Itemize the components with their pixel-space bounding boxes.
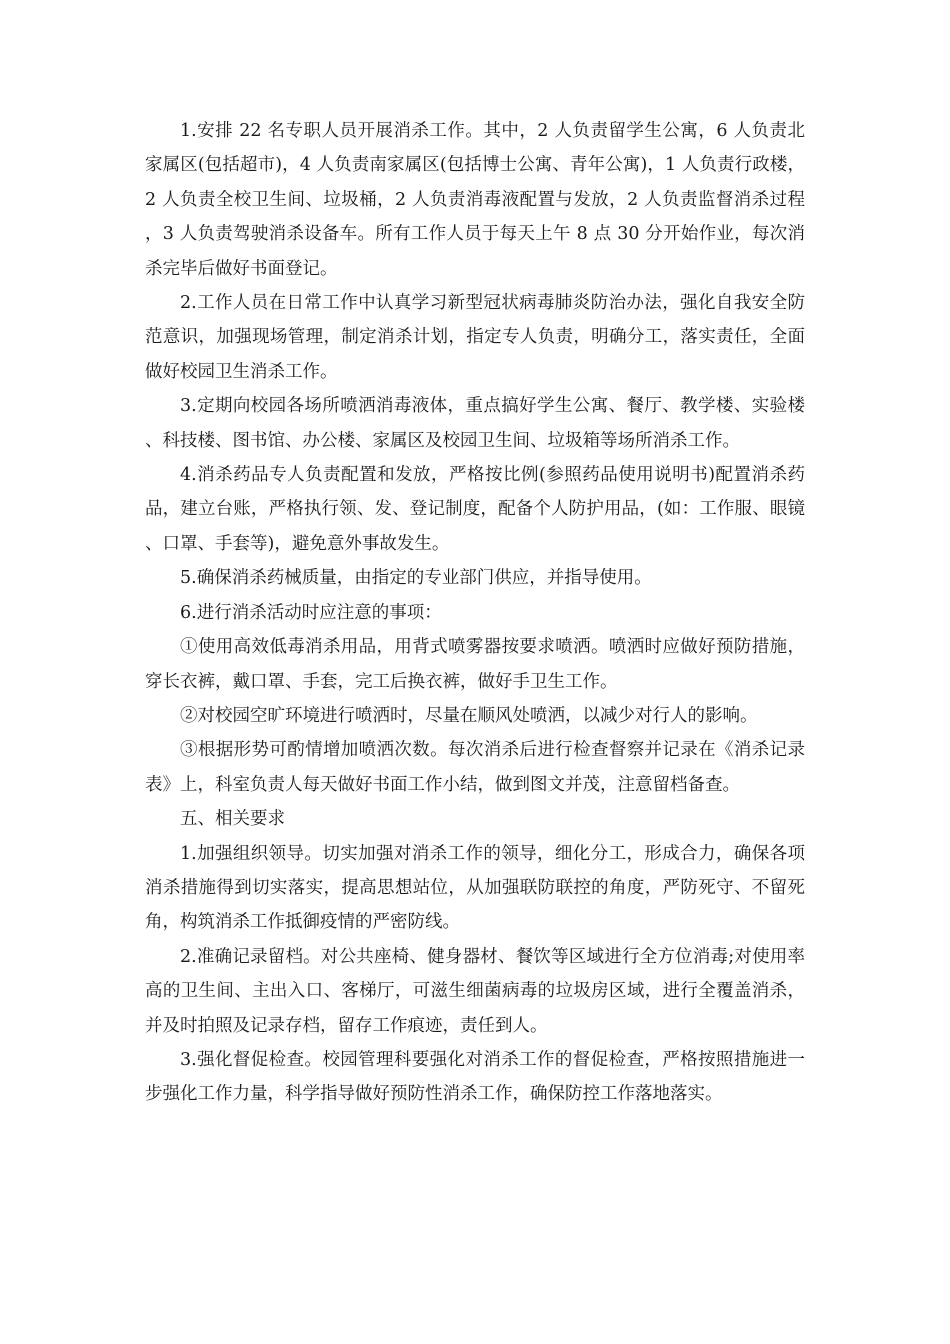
paragraph-training: 2.工作人员在日常工作中认真学习新型冠状病毒肺炎防治办法，强化自我安全防范意识，加强现场管理，制定消杀计划，指定专人负责，明确分工，落实责任，全面做好校园卫生消杀工作。 xyxy=(145,293,805,382)
paragraph-staffing: 1.安排 22 名专职人员开展消杀工作。其中，2 人负责留学生公寓，6 人负责北家属区(包括超市)，4 人负责南家属区(包括博士公寓、青年公寓)，1 人负责行政楼，2 人负责全校卫生间、垃圾桶，2 人负责消毒液配置与发放，2 人负责监督消杀过程，3 人负责驾驶消杀设备车。所有工作人员于每天上午 8 点 30 分开始作业，每次消杀完毕后做好书面登记。 xyxy=(145,121,805,279)
paragraph-chemicals: 4.消杀药品专人负责配置和发放，严格按比例(参照药品使用说明书)配置消杀药品，建立台账，严格执行领、发、登记制度，配备个人防护用品，(如：工作服、眼镜、口罩、手套等)，避免意外事故发生。 xyxy=(145,465,805,554)
document-body xyxy=(145,114,805,1112)
paragraph-requirement-leadership: 1.加强组织领导。切实加强对消杀工作的领导，细化分工，形成合力，确保各项消杀措施得到切实落实，提高思想站位，从加强联防联控的角度，严防死守、不留死角，构筑消杀工作抵御疫情的严密防线。 xyxy=(145,843,805,933)
section-heading-requirements: 五、相关要求 xyxy=(180,809,285,830)
paragraph-precaution-2: ②对校园空旷环境进行喷洒时，尽量在顺风处喷洒，以减少对行人的影响。 xyxy=(180,705,758,726)
paragraph-requirement-inspection: 3.强化督促检查。校园管理科要强化对消杀工作的督促检查，严格按照措施进一步强化工作力量，科学指导做好预防性消杀工作，确保防控工作落地落实。 xyxy=(145,1049,805,1105)
paragraph-precaution-1: ①使用高效低毒消杀用品，用背式喷雾器按要求喷洒。喷洒时应做好预防措施，穿长衣裤，戴口罩、手套，完工后换衣裤，做好手卫生工作。 xyxy=(145,637,805,692)
paragraph-requirement-records: 2.准确记录留档。对公共座椅、健身器材、餐饮等区域进行全方位消毒;对使用率高的卫生间、主出入口、客梯厅，可滋生细菌病毒的垃圾房区域，进行全覆盖消杀，并及时拍照及记录存档，留存工作痕迹，责任到人。 xyxy=(145,946,805,1036)
paragraph-precautions-heading: 6.进行消杀活动时应注意的事项： xyxy=(180,602,442,623)
paragraph-equipment-quality: 5.确保消杀药械质量，由指定的专业部门供应，并指导使用。 xyxy=(180,568,652,589)
paragraph-precaution-3: ③根据形势可酌情增加喷洒次数。每次消杀后进行检查督察并记录在《消杀记录表》上，科室负责人每天做好书面工作小结，做到图文并茂，注意留档备查。 xyxy=(145,740,805,795)
paragraph-spraying: 3.定期向校园各场所喷洒消毒液体，重点搞好学生公寓、餐厅、教学楼、实验楼、科技楼、图书馆、办公楼、家属区及校园卫生间、垃圾箱等场所消杀工作。 xyxy=(145,396,805,451)
